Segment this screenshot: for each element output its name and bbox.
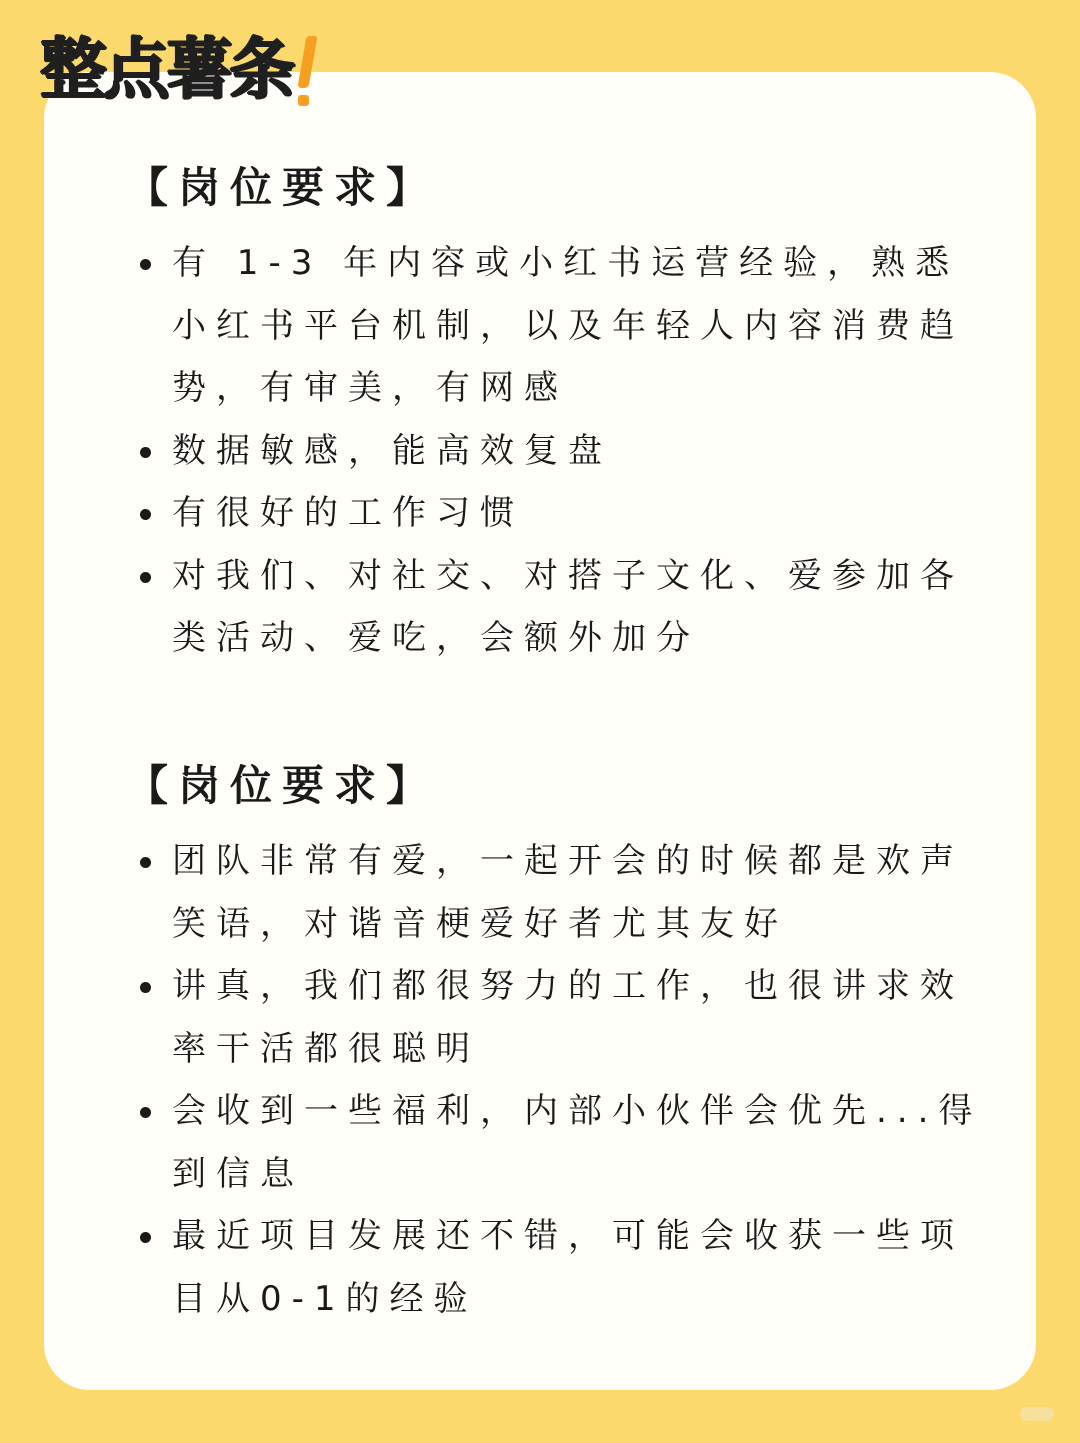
bullet-list (126, 232, 986, 670)
list-item-text: 数据敏感，能高效复盘 (172, 430, 612, 471)
list-item (126, 1205, 986, 1330)
section-title: 【岗位要求】 (126, 761, 439, 810)
logo-text: 整点薯条 (40, 31, 292, 108)
bullet-icon (140, 259, 151, 270)
list-item-text: 会收到一些福利，内部小伙伴会优先...得到信息 (172, 1091, 983, 1194)
list-item (126, 420, 986, 483)
list-item (126, 482, 986, 545)
brand-logo (40, 28, 314, 112)
section-title: 【岗位要求】 (126, 163, 439, 212)
list-item-text: 有 1-3 年内容或小红书运营经验，熟悉小红书平台机制，以及年轻人内容消费趋势，有审美，有网感 (172, 243, 964, 408)
exclamation-icon (300, 36, 314, 106)
benefits-section (126, 754, 986, 1330)
list-item-text: 对我们、对社交、对搭子文化、爱参加各类活动、爱吃，会额外加分 (172, 555, 964, 658)
list-item (126, 545, 986, 670)
bullet-list (126, 830, 986, 1330)
bullet-icon (140, 509, 151, 520)
list-item-text: 团队非常有爱，一起开会的时候都是欢声笑语，对谐音梗爱好者尤其友好 (172, 841, 964, 944)
bullet-icon (140, 1107, 151, 1118)
bullet-icon (140, 857, 151, 868)
list-item (126, 955, 986, 1080)
list-item (126, 232, 986, 420)
list-item-text: 最近项目发展还不错，可能会收获一些项目从0-1的经验 (172, 1216, 964, 1319)
list-item-text: 讲真，我们都很努力的工作，也很讲求效率干活都很聪明 (172, 966, 964, 1069)
bullet-icon (140, 572, 151, 583)
bullet-icon (140, 1232, 151, 1243)
list-item (126, 830, 986, 955)
bullet-icon (140, 447, 151, 458)
requirements-section (126, 156, 986, 670)
list-item-text: 有很好的工作习惯 (172, 493, 524, 533)
bullet-icon (140, 982, 151, 993)
list-item (126, 1080, 986, 1205)
watermark (1020, 1407, 1054, 1421)
